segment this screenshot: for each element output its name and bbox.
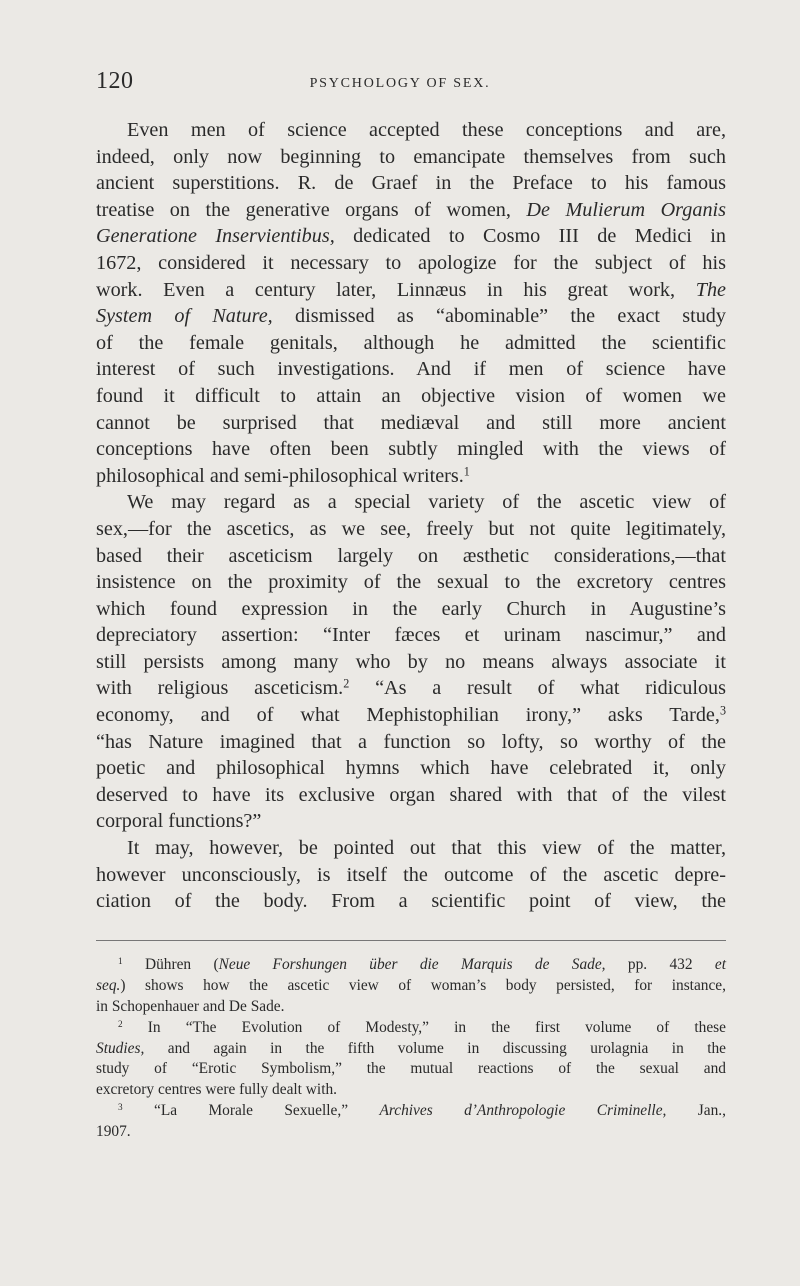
text-line: [96, 330, 726, 357]
text-line: [96, 649, 726, 676]
text-line: [96, 489, 726, 516]
text-run: found it difficult to attain an objective vision of women we: [96, 384, 726, 407]
text-line: [96, 223, 726, 250]
footnote-line: [96, 955, 726, 976]
text-run: Jan.,: [666, 1102, 726, 1120]
text-run: corporal functions?”: [96, 810, 262, 833]
text-line: [96, 117, 726, 144]
footnote-marker: 1: [118, 955, 123, 966]
text-line: [96, 835, 726, 862]
italic-text: seq.: [96, 976, 121, 994]
running-head: PSYCHOLOGY OF SEX.: [309, 76, 491, 91]
footnote-divider: [96, 940, 726, 941]
footnote-line: [96, 1101, 726, 1122]
text-line: [96, 596, 726, 623]
text-run: 1907.: [96, 1123, 131, 1141]
text-line: [96, 303, 726, 330]
footnote-marker: 2: [343, 676, 350, 691]
text-run: Dühren (: [122, 956, 219, 973]
text-line: [96, 170, 726, 197]
text-run: ciation of the body. From a scientific point of view, the: [96, 890, 726, 913]
text-line: [96, 383, 726, 410]
footnote-marker: 3: [719, 703, 726, 718]
text-line: [96, 410, 726, 437]
text-line: [96, 755, 726, 782]
text-run: in Schopenhauer and De Sade.: [96, 997, 285, 1015]
text-line: [96, 543, 726, 570]
text-run: indeed, only now beginning to emancipate themselves from such: [96, 145, 726, 168]
text-run: “La Morale Sexuelle,”: [122, 1102, 380, 1120]
text-run: 1672, considered it necessary to apologize for the subject of his: [96, 251, 726, 274]
text-line: [96, 436, 726, 463]
page-number: 120: [96, 68, 134, 94]
text-line: [96, 463, 726, 490]
text-line: [96, 729, 726, 756]
text-run: “has Nature imagined that a function so lofty, so worthy of the: [96, 730, 726, 753]
text-line: [96, 622, 726, 649]
text-run: still persists among many who by no means always associate it: [96, 650, 726, 673]
text-run: philosophical and semi-philosophical writers.: [96, 464, 464, 487]
text-run: dismissed as “abominable” the exact study: [272, 305, 726, 328]
footnotes: [96, 955, 726, 1143]
footnote-line: [96, 976, 726, 997]
text-run: “As a result of what ridiculous: [349, 677, 726, 700]
text-line: [96, 888, 726, 915]
text-run: We may regard as a special variety of the ascetic view of: [127, 491, 726, 514]
text-line: [96, 144, 726, 171]
text-run: conceptions have often been subtly mingled with the views of: [96, 438, 726, 461]
footnote-marker: 1: [463, 464, 470, 479]
text-line: [96, 808, 726, 835]
text-run: deserved to have its exclusive organ shared with that of the vilest: [96, 783, 726, 806]
text-run: excretory centres were fully dealt with.: [96, 1081, 338, 1099]
text-line: [96, 782, 726, 809]
text-run: cannot be surprised that mediæval and still more ancient: [96, 411, 726, 434]
footnote-line: [96, 1080, 726, 1101]
text-line: [96, 197, 726, 224]
text-line: [96, 277, 726, 304]
text-run: treatise on the generative organs of women,: [96, 198, 527, 221]
text-run: work. Even a century later, Linnæus in his great work,: [96, 278, 696, 301]
footnote-line: [96, 1059, 726, 1080]
body-text: [96, 117, 726, 915]
text-run: ) shows how the ascetic view of woman’s body persisted, for instance,: [120, 976, 726, 994]
footnote-marker: 2: [118, 1018, 123, 1029]
text-line: [96, 862, 726, 889]
text-line: [96, 675, 726, 702]
page-header: [0, 68, 800, 100]
footnote-line: [96, 1039, 726, 1060]
text-run: with religious asceticism.: [96, 677, 344, 700]
text-run: poetic and philosophical hymns which have celebrated it, only: [96, 757, 726, 780]
footnote-marker: 3: [118, 1102, 123, 1113]
text-line: [96, 356, 726, 383]
text-run: study of “Erotic Symbolism,” the mutual reactions of the sexual and: [96, 1060, 726, 1078]
italic-text: et: [714, 956, 726, 973]
text-run: pp. 432: [605, 956, 715, 973]
text-run: ancient superstitions. R. de Graef in the Preface to his famous: [96, 172, 726, 195]
text-run: interest of such investigations. And if men of science have: [96, 358, 726, 381]
italic-text: De Mulierum Organis: [526, 198, 726, 221]
text-run: dedicated to Cosmo III de Medici in: [334, 225, 727, 248]
italic-text: Generatione Inservientibus,: [96, 225, 335, 248]
italic-text: Neue Forshungen über die Marquis de Sade,: [218, 956, 606, 973]
text-run: which found expression in the early Church in Augustine’s: [96, 597, 726, 620]
text-run: Even men of science accepted these conceptions and are,: [127, 119, 726, 141]
text-run: sex,—for the ascetics, as we see, freely but not quite legitimately,: [96, 517, 726, 540]
text-run: It may, however, be pointed out that this view of the matter,: [127, 837, 726, 860]
text-run: of the female genitals, although he admitted the scientific: [96, 331, 726, 354]
italic-text: Studies,: [96, 1039, 145, 1057]
italic-text: Archives d’Anthropologie Criminelle,: [379, 1102, 667, 1120]
text-run: economy, and of what Mephistophilian irony,” asks Tarde,: [96, 704, 720, 727]
text-run: insistence on the proximity of the sexual to the excretory centres: [96, 571, 726, 594]
text-run: and again in the fifth volume in discussing urolagnia in the: [144, 1039, 726, 1057]
text-line: [96, 516, 726, 543]
footnote-line: [96, 997, 726, 1018]
text-line: [96, 702, 726, 729]
italic-text: The: [695, 278, 726, 301]
text-run: based their asceticism largely on æsthetic considerations,—that: [96, 544, 726, 567]
text-run: In “The Evolution of Modesty,” in the first volume of these: [122, 1018, 726, 1036]
footnote-line: [96, 1122, 726, 1143]
text-run: however unconsciously, is itself the outcome of the ascetic depre-: [96, 863, 726, 886]
italic-text: System of Nature,: [96, 305, 273, 328]
text-line: [96, 569, 726, 596]
text-line: [96, 250, 726, 277]
text-run: depreciatory assertion: “Inter fæces et urinam nascimur,” and: [96, 624, 726, 647]
footnote-line: [96, 1018, 726, 1039]
